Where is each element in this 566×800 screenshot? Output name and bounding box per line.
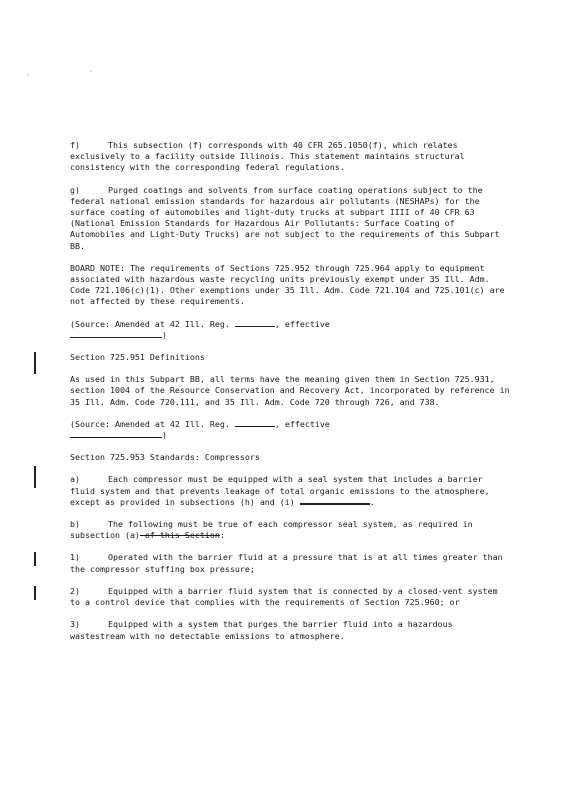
blank-rule: [70, 330, 162, 338]
subsection-a: a) Each compressor must be equipped with a seal system that includes a barrier fluid system and that prevents leakage of total organic emissions to the atmosphere, except as provided in subsections (h) and (i) .: [70, 474, 490, 507]
change-bar: [34, 466, 36, 488]
subsection-g: g) Purged coatings and solvents from surface coating operations subject to the federal national emission standards for hazardous air pollutants (NESHAPs) for the surface coating of automobiles and light-duty trucks at subpart IIII of 40 CFR 63 (National Emission Standards for Hazardous Air Pollutants: Surface Coating of Automobiles and Light-Duty Trucks) are not subject to the requirements of this Subpart BB.: [70, 184, 500, 251]
section-953-title: Section 725.953 Standards: Compressors: [70, 452, 260, 463]
source-note-1: (Source: Amended at 42 Ill. Reg. , effective ): [70, 318, 330, 340]
board-note: BOARD NOTE: The requirements of Sections 725.952 through 725.964 apply to equipment associated with hazardous waste recycling units previously exempt under 35 Ill. Adm. Code 721.106(c)(1). Other exemptions under 35 Ill. Adm. Code 721.104 and 725.101(c) are not affected by these requirements.: [70, 262, 505, 307]
document-body: [70, 140, 510, 653]
item-1: 1) Operated with the barrier fluid at a pressure that is at all times greater than the compressor stuffing box pressure;: [70, 552, 503, 574]
subsection-b: b) The following must be true of each compressor seal system, as required in subsection (a) of this Section:: [70, 519, 473, 541]
scan-specks: . ': [26, 70, 121, 77]
change-bar: [34, 586, 36, 600]
item-3: 3) Equipped with a system that purges the barrier fluid into a hazardous wastestream with no detectable emissions to atmosphere.: [70, 619, 453, 641]
blank-rule: [235, 419, 275, 427]
definitions-text: As used in this Subpart BB, all terms have the meaning given them in Section 725.931, section 1004 of the Resource Conservation and Recovery Act, incorporated by reference in 35 Ill. Adm. Code 720.111, and 35 Ill. Adm. Code 720 through 726, and 738.: [70, 374, 510, 407]
item-2: 2) Equipped with a barrier fluid system that is connected by a closed-vent system to a control device that complies with the requirements of Section 725.960; or: [70, 585, 498, 608]
source-note-2: (Source: Amended at 42 Ill. Reg. , effective ): [70, 418, 330, 441]
blank-rule: [235, 319, 275, 327]
deleted-text: of this Section: [139, 530, 220, 541]
section-951-title: Section 725.951 Definitions: [70, 352, 205, 363]
struck-text: [300, 498, 370, 505]
blank-rule: [70, 430, 162, 438]
subsection-f: f) This subsection (f) corresponds with 40 CFR 265.1050(f), which relates exclusively to a facility outside Illinois. This statement maintains structural consistency with the corresponding federal regulations.: [70, 140, 465, 173]
change-bar: [34, 352, 36, 374]
change-bar: [34, 552, 36, 566]
